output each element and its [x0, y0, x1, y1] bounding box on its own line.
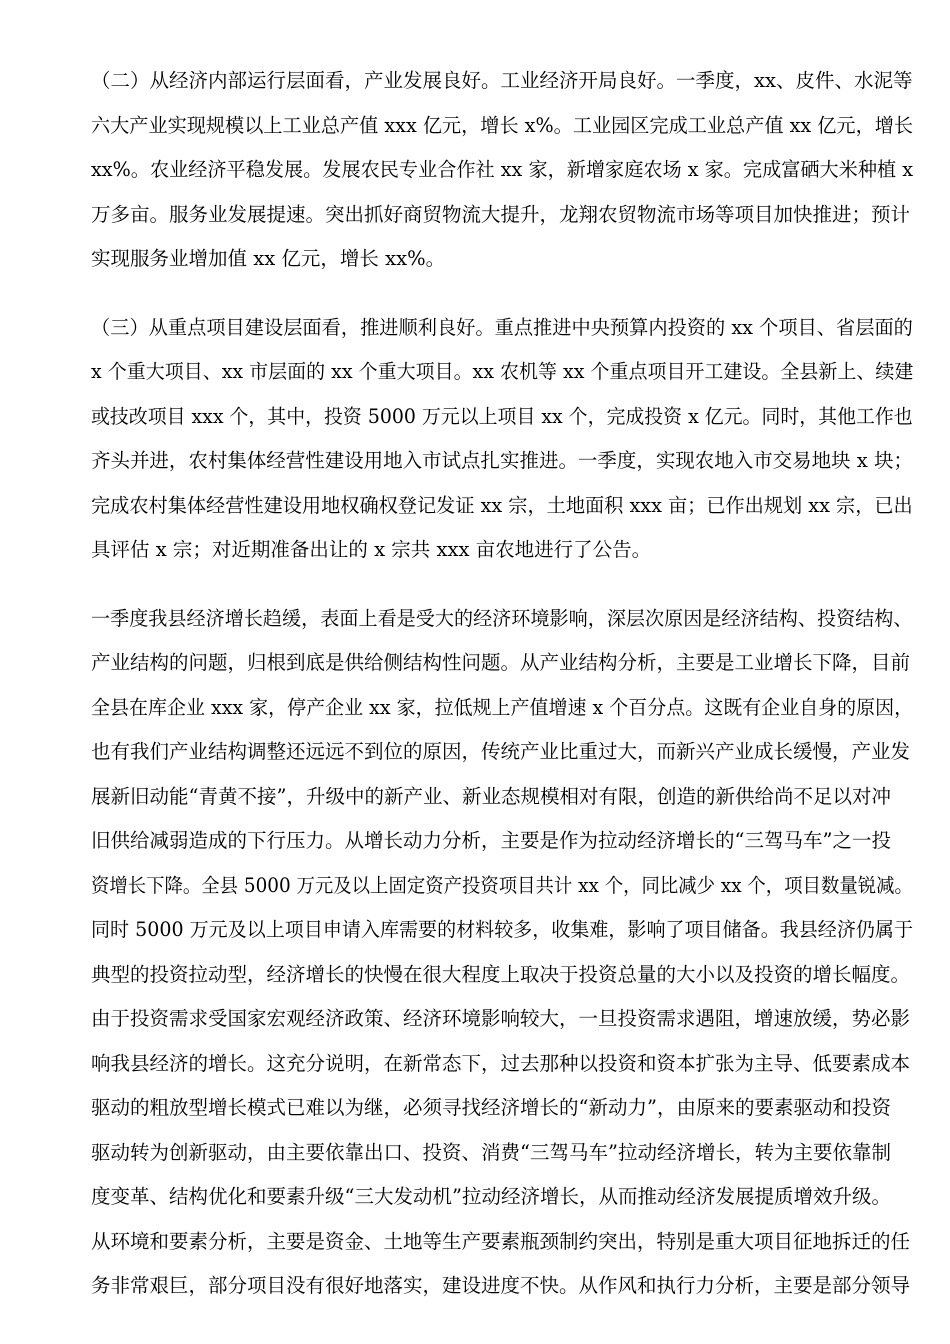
text-line: 全县在库企业 xxx 家，停产企业 xx 家，拉低规上产值增速 x 个百分点。这既有企业自身的原因， [91, 695, 914, 719]
text-line: 务非常艰巨，部分项目没有很好地落实，建设进度不快。从作风和执行力分析，主要是部分领导 [91, 1274, 911, 1297]
text-line: 齐头并进，农村集体经营性建设用地入市试点扎实推进。一季度，实现农地入市交易地块 x 块； [91, 449, 913, 472]
paragraph-industry [91, 59, 913, 282]
text-line: 度变革、结构优化和要素升级“三大发动机”拉动经济增长，从而推动经济发展提质增效升级。 [91, 1185, 891, 1208]
text-line: 响我县经济的增长。这充分说明，在新常态下，过去那种以投资和资本扩张为主导、低要素成本 [91, 1051, 911, 1075]
text-line: x 个重大项目、xx 市层面的 xx 个重大项目。xx 农机等 xx 个重点项目开工建设。全县新上、续建 [91, 360, 914, 383]
text-line: 展新旧动能“青黄不接”，升级中的新产业、新业态规模相对有限，创造的新供给尚不足以对冲 [91, 784, 891, 808]
text-line: xx%。农业经济平稳发展。发展农民专业合作社 xx 家，新增家庭农场 x 家。完成富硒大米种植 x [91, 158, 914, 181]
text-line: 资增长下降。全县 5000 万元及以上固定资产投资项目共计 xx 个，同比减少 xx 个，项目数量锐减。 [91, 873, 913, 897]
text-line: 也有我们产业结构调整还远远不到位的原因，传统产业比重过大，而新兴产业成长缓慢，产业发 [91, 740, 911, 763]
text-line: 旧供给减弱造成的下行压力。从增长动力分析，主要是作为拉动经济增长的“三驾马车”之一投 [91, 829, 891, 852]
text-line: 完成农村集体经营性建设用地权确权登记发证 xx 宗，土地面积 xxx 亩；已作出规划 xx 宗，已出 [91, 493, 913, 517]
text-line: 或技改项目 xxx 个，其中，投资 5000 万元以上项目 xx 个，完成投资 x 亿元。同时，其他工作也 [91, 404, 913, 428]
text-line: 从环境和要素分析，主要是资金、土地等生产要素瓶颈制约突出，特别是重大项目征地拆迁的任 [91, 1229, 911, 1253]
text-line: 一季度我县经济增长趋缓，表面上看是受大的经济环境影响，深层次原因是经济结构、投资结构、 [91, 606, 913, 630]
text-line: 产业结构的问题，归根到底是供给侧结构性问题。从产业结构分析，主要是工业增长下降，目前 [91, 651, 911, 674]
text-line: 万多亩。服务业发展提速。突出抓好商贸物流大提升，龙翔农贸物流市场等项目加快推进；预计 [91, 202, 911, 226]
document-page [91, 59, 913, 1309]
text-line: 由于投资需求受国家宏观经济政策、经济环境影响较大，一旦投资需求遇阻，增速放缓，势必影 [91, 1007, 911, 1030]
text-line: 六大产业实现规模以上工业总产值 xxx 亿元，增长 x%。工业园区完成工业总产值 xx 亿元，增长 [91, 113, 914, 137]
paragraph-key-projects [91, 306, 913, 573]
text-line: 驱动转为创新驱动，由主要依靠出口、投资、消费“三驾马车”拉动经济增长，转为主要依靠制 [91, 1140, 891, 1164]
text-line: 同时 5000 万元及以上项目申请入库需要的材料较多，收集难，影响了项目储备。我县经济仍属于 [91, 918, 913, 941]
text-line: 实现服务业增加值 xx 亿元，增长 xx%。 [91, 247, 446, 270]
text-line: 具评估 x 宗；对近期准备出让的 x 宗共 xxx 亩农地进行了公告。 [91, 538, 652, 561]
text-line: 驱动的粗放型增长模式已难以为继，必须寻找经济增长的“新动力”，由原来的要素驱动和投资 [91, 1096, 891, 1119]
paragraph-growth-analysis [91, 597, 913, 1309]
text-line: （二）从经济内部运行层面看，产业发展良好。工业经济开局良好。一季度，xx、皮件、水泥等 [91, 69, 913, 92]
text-line: （三）从重点项目建设层面看，推进顺利良好。重点推进中央预算内投资的 xx 个项目、省层面的 [91, 315, 913, 339]
text-line: 典型的投资拉动型，经济增长的快慢在很大程度上取决于投资总量的大小以及投资的增长幅度。 [91, 962, 911, 986]
